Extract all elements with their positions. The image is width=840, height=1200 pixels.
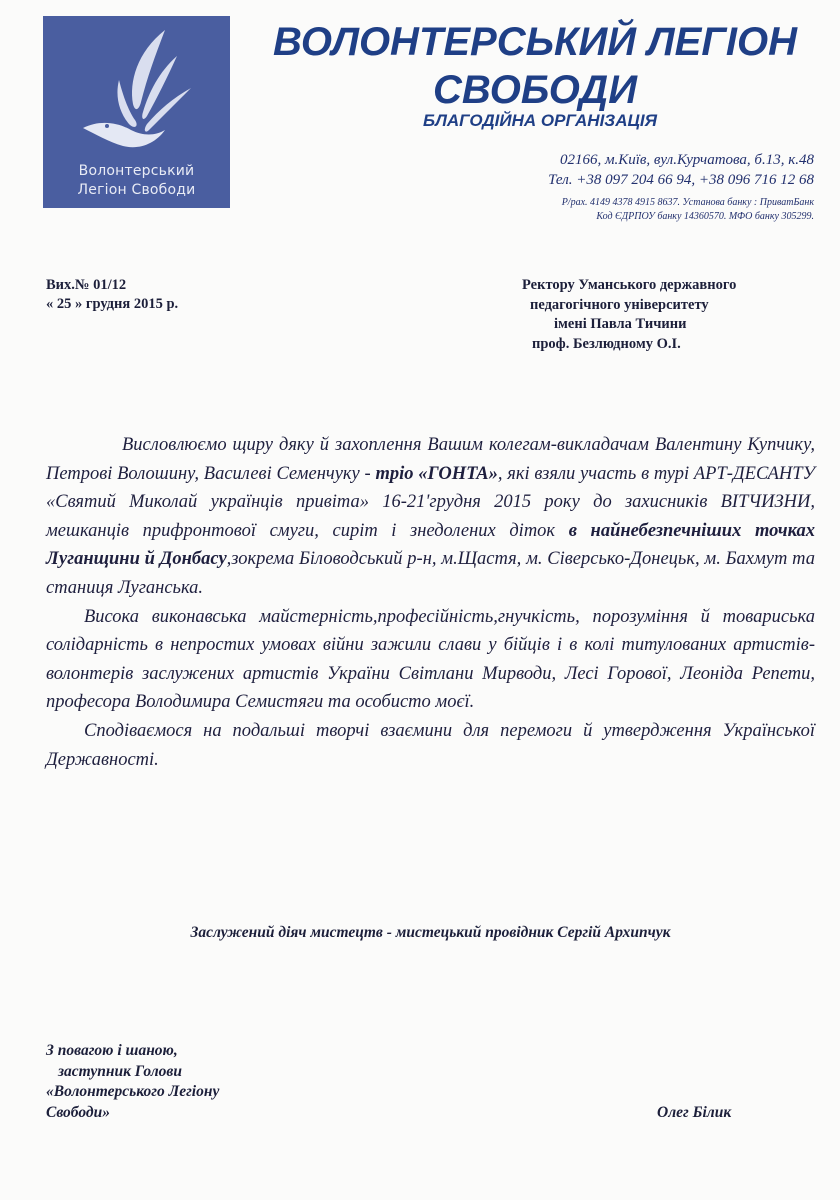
artist-signature-line: Заслужений діяч мистецтв - мистецький провідник Сергій Архипчук bbox=[190, 924, 671, 941]
body-paragraph: Висока виконавська майстерність,професійність,гнучкість, порозуміння й товариська солідарність в непростих умовах війни зажили слави у бійців і в колі титулованих артистів-волонтерів заслужених артистів України Світлани Мирводи, Лесі Горової, Леоніда Репети, професора Володимира Семистяги та особисто моєї. bbox=[46, 606, 815, 713]
organization-address: 02166, м.Київ, вул.Курчатова, б.13, к.48 bbox=[559, 152, 814, 168]
tour-places: в найнебезпечніших точках Луганщини й Донбасу bbox=[46, 520, 815, 570]
organization-phones: Тел. +38 097 204 66 94, +38 096 716 12 68 bbox=[548, 172, 814, 188]
logo-caption: Волонтерський Легіон Свободи bbox=[77, 163, 196, 198]
signer-name: Олег Білик bbox=[657, 1104, 732, 1121]
addressee-block: Ректору Уманського державного педагогічного університету імені Павла Тичини проф. Безлюдному О.І. bbox=[522, 277, 737, 352]
letter-date: « 25 » грудня 2015 р. bbox=[46, 296, 179, 312]
body-paragraph: Сподіваємося на подальші творчі взаємини для перемоги й утвердження Української Державності. bbox=[46, 720, 815, 770]
outgoing-number: Вих.№ 01/12 bbox=[46, 277, 127, 293]
organization-logo bbox=[43, 16, 230, 208]
organization-subtitle: БЛАГОДІЙНА ОРГАНІЗАЦІЯ bbox=[422, 111, 658, 130]
letter-body bbox=[46, 431, 815, 774]
trio-name: тріо «ГОНТА» bbox=[375, 463, 498, 484]
outgoing-reference bbox=[46, 276, 178, 314]
bank-details: Р/рах. 4149 4378 4915 8637. Установа банку : ПриватБанк Код ЄДРПОУ банку 14360570. МФО банку 305299. bbox=[561, 197, 814, 222]
body-paragraph: Висловлюємо щиру дяку й захоплення Вашим колегам-викладачам Валентину Купчику, Петрові Волошину, Василеві Семенчуку - тріо «ГОНТА», які взяли участь в турі АРТ-ДЕСАНТУ «Святий Миколай українців привіта» 16-21'грудня 2015 року до захисників ВІТЧИЗНИ, мешканців прифронтової смуги, сиріт і знедолених діток в найнебезпечніших точках Луганщини й Донбасу,зокрема Біловодський р-н, м.Щастя, м. Сіверсько-Донецьк, м. Бахмут та станиця Луганська. bbox=[46, 435, 816, 598]
closing-block: З повагою і шаною, заступник Голови «Волонтерського Легіону Свободи» bbox=[46, 1042, 220, 1121]
organization-title: ВОЛОНТЕРСЬКИЙ ЛЕГІОН СВОБОДИ bbox=[272, 20, 798, 112]
organization-contacts bbox=[430, 150, 814, 190]
